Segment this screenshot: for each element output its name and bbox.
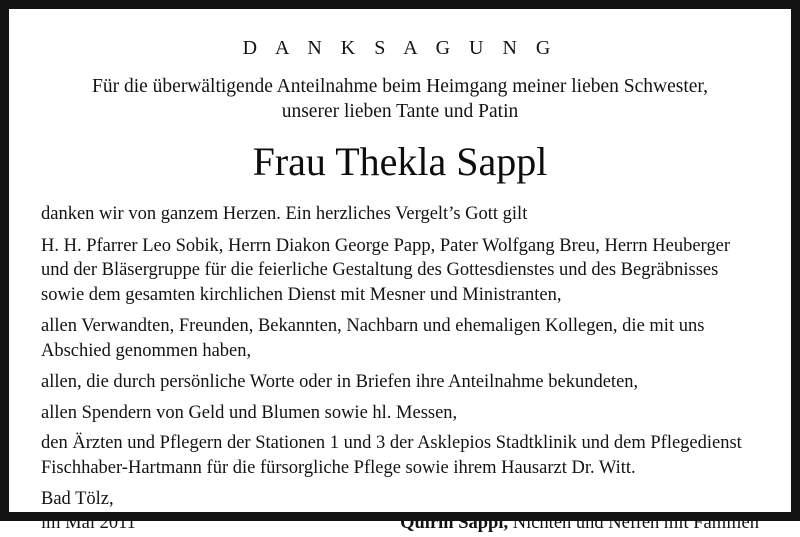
body-paragraph-3: allen Verwandten, Freunden, Bekannten, Nachbarn und ehemaligen Kollegen, die mit uns Abschied genommen haben, bbox=[41, 316, 705, 361]
deceased-name: Frau Thekla Sappl bbox=[252, 139, 548, 184]
notice-heading: D A N K S A G U N G bbox=[242, 37, 558, 59]
body-paragraph-1: danken wir von ganzem Herzen. Ein herzliches Vergelt’s Gott gilt bbox=[41, 204, 528, 224]
footer-date: im Mai 2011 bbox=[41, 513, 136, 533]
notice-footer bbox=[41, 487, 759, 537]
notice-body bbox=[41, 202, 759, 487]
footer-signer-rest: Nichten und Neffen mit Familien bbox=[508, 513, 759, 533]
body-paragraph-5: allen Spendern von Geld und Blumen sowie hl. Messen, bbox=[41, 402, 458, 423]
body-paragraph-6: den Ärzten und Pflegern der Stationen 1 und 3 der Asklepios Stadtklinik und dem Pflegedienst Fischhaber-Hartmann für die fürsorgliche Pflege sowie ihrem Hausarzt Dr. Witt. bbox=[41, 433, 742, 478]
footer-place: Bad Tölz, bbox=[41, 489, 114, 509]
footer-place-date bbox=[41, 487, 136, 535]
body-paragraph-4: allen, die durch persönliche Worte oder in Briefen ihre Anteilnahme bekundeten, bbox=[41, 372, 639, 392]
footer-signers bbox=[400, 511, 759, 535]
intro-line-2: unserer lieben Tante und Patin bbox=[281, 101, 519, 122]
footer-signer-name: Quirin Sappl, bbox=[400, 513, 509, 533]
intro-line-1: Für die überwältigende Anteilnahme beim Heimgang meiner lieben Schwester, bbox=[92, 76, 708, 97]
body-paragraph-2: H. H. Pfarrer Leo Sobik, Herrn Diakon George Papp, Pater Wolfgang Breu, Herrn Heuberger und der Bläsergruppe für die feierliche Gestaltung des Gottesdienstes und des Begräbnisses sowie dem gesamten kirchlichen Dienst mit Mesner und Ministranten, bbox=[41, 235, 730, 305]
